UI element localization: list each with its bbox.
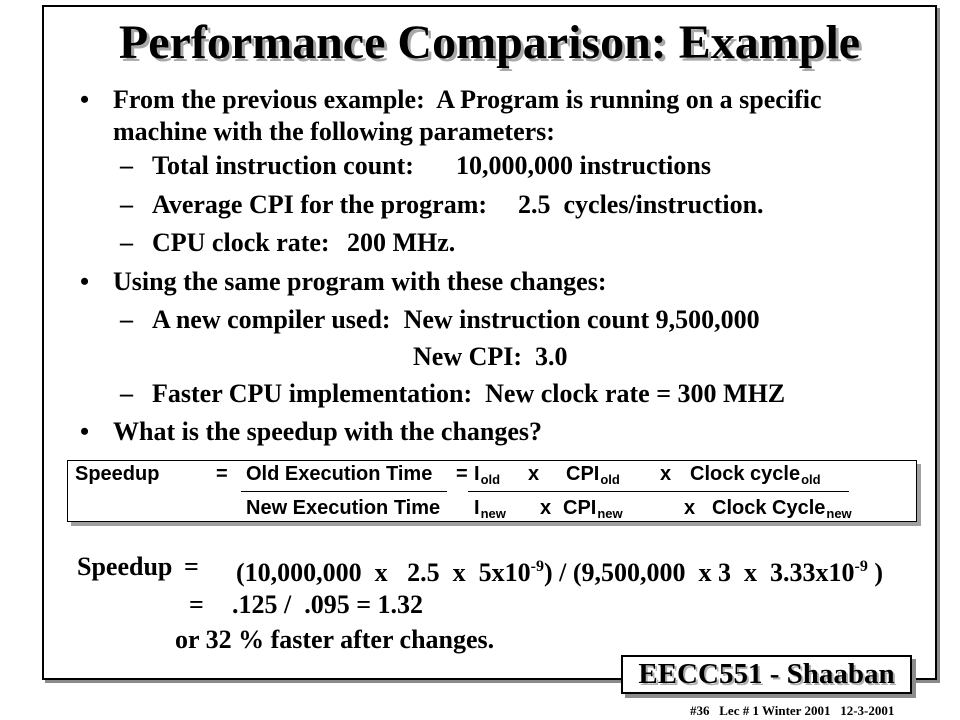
multiply-operator: x [528,463,540,485]
term-subscript: old [600,472,620,487]
param-label-cpi: Average CPI for the program: [152,190,488,219]
bullet-marker: • [80,85,90,114]
calc-exponent-1: -9 [530,558,544,575]
change-compiler-cpi: New CPI: 3.0 [413,342,568,371]
course-label: EECC551 - Shaaban [638,658,895,690]
clock-cycle-old-term [690,463,821,491]
intro-line-1: From the previous example: A Program is running on a specific [113,85,822,114]
formula-lhs: Speedup [75,463,160,485]
formula-equals-2: = [456,463,468,485]
changes-heading: Using the same program with these changes: [113,267,607,296]
multiply-operator: x [540,497,552,519]
dash-marker: – [120,151,133,180]
term-subscript: new [597,506,623,521]
slide-title: Performance Comparison: Example [118,16,861,69]
calc-equals: = [184,552,199,581]
multiply-operator: x [684,497,696,519]
dash-marker: – [120,305,133,334]
formula-denominator-label: New Execution Time [246,497,441,519]
intro-line-2: machine with the following parameters: [113,117,555,146]
cpi-old-term [566,463,620,491]
bullet-marker: • [80,267,90,296]
term-subscript: new [480,506,506,521]
change-compiler: A new compiler used: New instruction count 9,500,000 [152,305,760,334]
speedup-formula-box [67,460,917,522]
calc-conclusion: or 32 % faster after changes. [175,625,495,654]
term-symbol: CPI [566,463,600,485]
term-symbol: Clock cycle [690,463,801,485]
clock-cycle-new-term [712,497,852,525]
formula-equals-1: = [216,463,228,485]
change-cpu: Faster CPU implementation: New clock rate = 300 MHZ [152,379,786,408]
calc-expression [236,551,883,589]
calc-exponent-2: -9 [854,558,868,575]
slide-info: #36 Lec # 1 Winter 2001 12-3-2001 [690,703,895,718]
term-subscript: new [826,506,852,521]
term-subscript: old [801,472,821,487]
term-symbol: Clock Cycle [712,497,826,519]
calc-part-1: (10,000,000 x 2.5 x 5x10 [236,558,531,587]
fraction-line-left [241,491,447,492]
course-footer-box [621,655,912,694]
bullet-marker: • [80,417,90,446]
dash-marker: – [120,190,133,219]
term-symbol: I [474,497,480,519]
calc-lhs: Speedup [77,552,173,581]
calc-part-3: ) [867,558,884,587]
cpi-new-term [563,497,623,525]
fraction-line-right [468,491,849,492]
term-symbol: I [474,463,480,485]
param-value-clock-rate: 200 MHz. [347,228,456,257]
instruction-count-new-term [474,497,506,525]
dash-marker: – [120,379,133,408]
param-label-clock-rate: CPU clock rate: [152,228,330,257]
param-value-instruction-count: 10,000,000 instructions [456,151,711,180]
calc-part-2: ) / (9,500,000 x 3 x 3.33x10 [544,558,855,587]
calc-equals-2: = [189,590,204,619]
dash-marker: – [120,228,133,257]
param-label-instruction-count: Total instruction count: [152,151,414,180]
term-symbol: CPI [563,497,597,519]
instruction-count-old-term [474,463,500,491]
formula-numerator-label: Old Execution Time [246,463,433,485]
term-subscript: old [480,472,501,487]
param-value-cpi: 2.5 cycles/instruction. [518,190,764,219]
calc-result: .125 / .095 = 1.32 [232,590,424,619]
multiply-operator: x [660,463,672,485]
question-text: What is the speedup with the changes? [113,417,543,446]
